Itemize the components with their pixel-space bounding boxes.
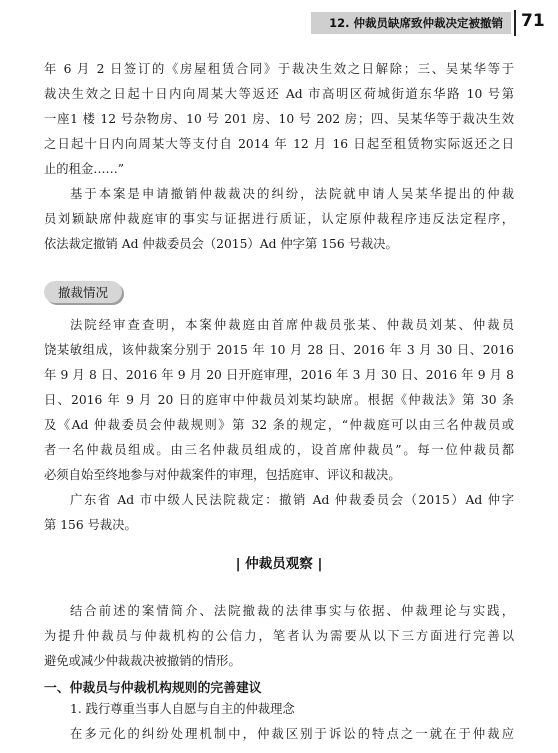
- running-header: [311, 12, 511, 34]
- subheading: 一、仲裁员与仲裁机构规则的完善建议: [44, 681, 262, 696]
- paragraph-line: 法院经审查查明，本案仲裁庭由首席仲裁员张某、仲裁员刘某、仲裁员: [70, 318, 514, 332]
- paragraph-line: 年 6 月 2 日签订的《房屋租赁合同》于裁决生效之日解除；三、吴某华等于: [44, 62, 514, 76]
- paragraph-line: 者一名仲裁员组成。由三名仲裁员组成的，设首席仲裁员”。每一位仲裁员都: [44, 443, 514, 457]
- paragraph-line: 必须自始至终地参与对仲裁案件的审理，包括庭审、评议和裁决。: [44, 468, 401, 482]
- paragraph-line: 裁决生效之日起十日内向周某大等返还 Ad 市高明区荷城街道东华路 10 号第: [44, 87, 514, 101]
- sub-subheading: 1. 践行尊重当事人自愿与自主的仲裁理念: [70, 702, 295, 716]
- paragraph-line: 广东省 Ad 市中级人民法院裁定：撤销 Ad 仲裁委员会（2015）Ad 仲字: [70, 493, 514, 507]
- paragraph-line: 第 156 号裁决。: [44, 518, 137, 532]
- paragraph-line: 避免或减少仲裁裁决被撤销的情形。: [44, 654, 241, 668]
- paragraph-line: 之日起十日内向周某大等支付自 2014 年 12 月 16 日起至租赁物实际返还之日: [44, 137, 514, 151]
- section-tag: 撤裁情况: [44, 281, 122, 303]
- section-title: | 仲裁员观察 |: [235, 556, 323, 572]
- page-number: 71: [521, 11, 545, 31]
- paragraph-line: 一座1 楼 12 号杂物房、10 号 201 房、10 号 202 房；四、吴某华等于裁决生效: [44, 112, 514, 126]
- paragraph-line: 止的租金……”: [44, 162, 125, 176]
- header-divider: [514, 10, 516, 36]
- paragraph-line: 依法裁定撤销 Ad 仲裁委员会（2015）Ad 仲字第 156 号裁决。: [44, 237, 398, 251]
- paragraph-line: 在多元化的纠纷处理机制中，仲裁区别于诉讼的特点之一就在于仲裁应: [70, 727, 514, 741]
- paragraph-line: 员刘颖缺席仲裁庭审的事实与证据进行质证，认定原仲裁程序违反法定程序，: [44, 212, 514, 226]
- paragraph-line: 日、2016 年 9 月 20 日的庭审中仲裁员刘某均缺席。根据《仲裁法》第 30 条: [44, 393, 514, 407]
- paragraph-line: 为提升仲裁员与仲裁机构的公信力，笔者认为需要从以下三方面进行完善以: [44, 629, 514, 643]
- paragraph-line: 及《Ad 仲裁委员会仲裁规则》第 32 条的规定，“仲裁庭可以由三名仲裁员或: [44, 418, 514, 432]
- chapter-title: 12. 仲裁员缺席致仲裁决定被撤销: [329, 16, 503, 30]
- paragraph-line: 饶某敏组成，该仲裁案分别于 2015 年 10 月 28 日、2016 年 3 月 30 日、2016: [44, 343, 514, 357]
- paragraph-line: 结合前述的案情简介、法院撤裁的法律事实与依据、仲裁理论与实践，: [70, 604, 514, 618]
- paragraph-line: 年 9 月 8 日、2016 年 9 月 20 日开庭审理，2016 年 3 月 30 日、2016 年 9 月 8: [44, 368, 514, 382]
- paragraph-line: 基于本案是申请撤销仲裁裁决的纠纷，法院就申请人吴某华提出的仲裁: [70, 187, 514, 201]
